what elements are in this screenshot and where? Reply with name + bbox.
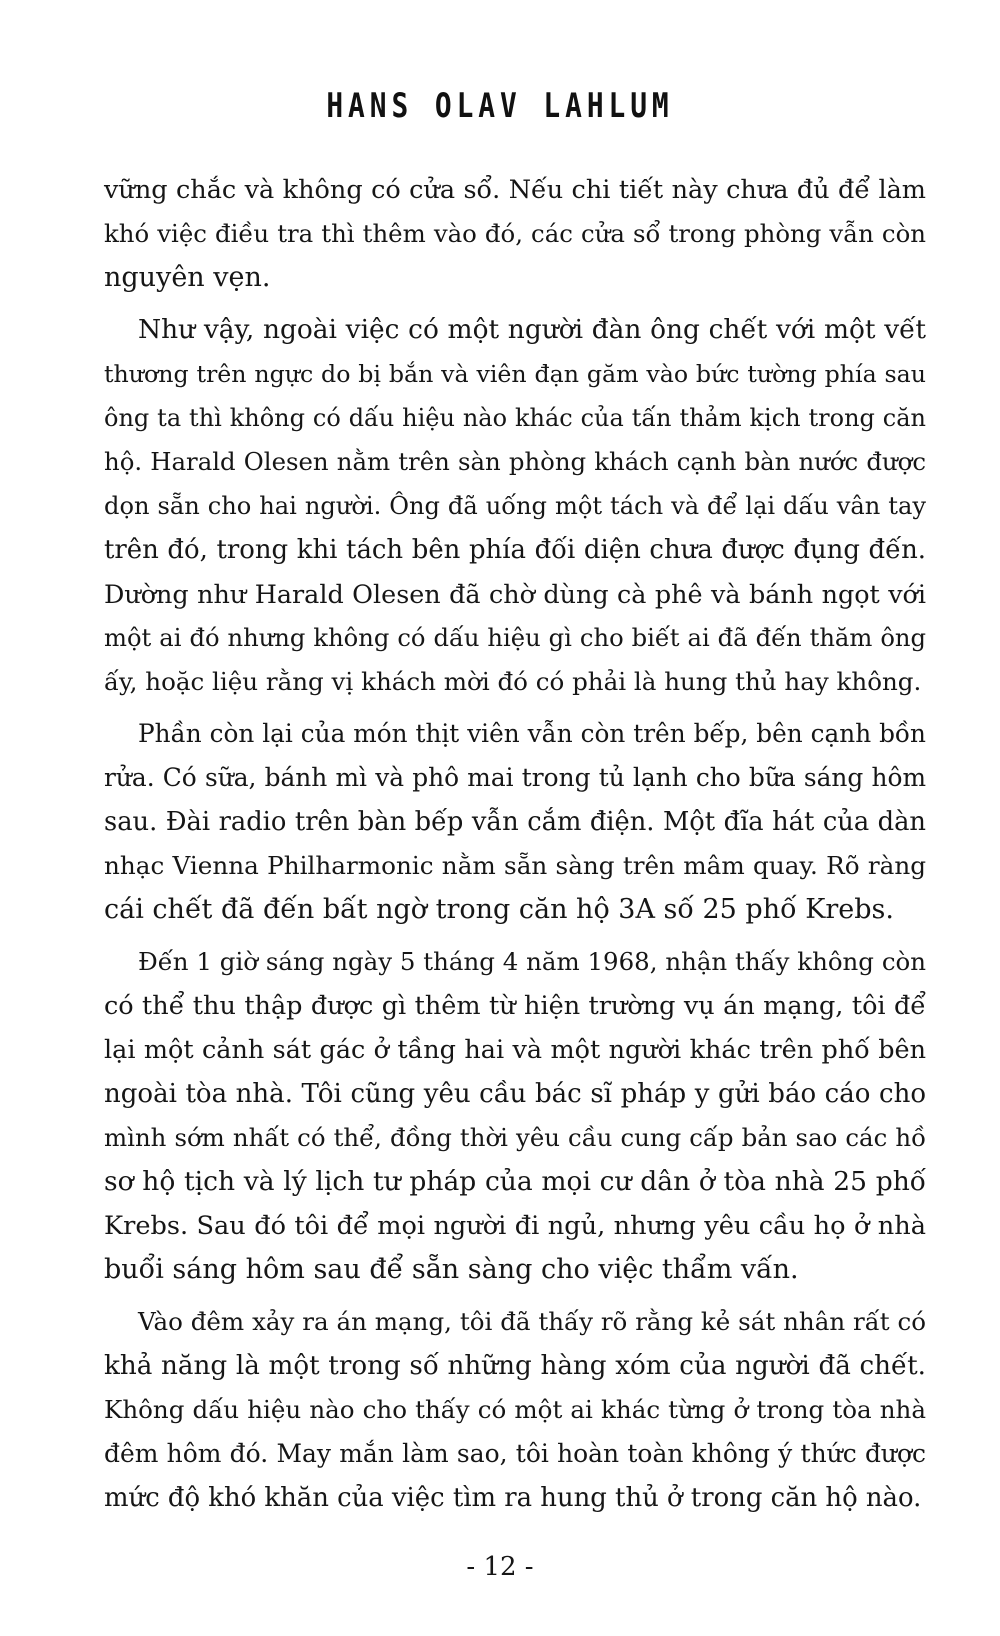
running-header-author: HANS OLAV LAHLUM bbox=[326, 86, 674, 126]
text-line: nhạc Vienna Philharmonic nằm sẵn sàng trên mâm quay. Rõ ràng bbox=[104, 851, 926, 880]
text-line: dọn sẵn cho hai người. Ông đã uống một tách và để lại dấu vân tay bbox=[104, 492, 926, 520]
paragraph-4 bbox=[104, 940, 926, 1292]
text-line: buổi sáng hôm sau để sẵn sàng cho việc thẩm vấn. bbox=[104, 1254, 799, 1285]
text-line: Dường như Harald Olesen đã chờ dùng cà phê và bánh ngọt với bbox=[104, 579, 926, 609]
text-line: ông ta thì không có dấu hiệu nào khác của tấn thảm kịch trong căn bbox=[104, 404, 926, 432]
text-line: Không dấu hiệu nào cho thấy có một ai khác từng ở trong tòa nhà bbox=[104, 1395, 926, 1424]
text-line: đêm hôm đó. May mắn làm sao, tôi hoàn toàn không ý thức được bbox=[104, 1439, 926, 1468]
paragraph-2 bbox=[104, 308, 926, 704]
text-line: khó việc điều tra thì thêm vào đó, các cửa sổ trong phòng vẫn còn bbox=[104, 219, 926, 248]
paragraph-1 bbox=[104, 168, 926, 300]
text-line: ngoài tòa nhà. Tôi cũng yêu cầu bác sĩ pháp y gửi báo cáo cho bbox=[104, 1079, 926, 1109]
text-line: sau. Đài radio trên bàn bếp vẫn cắm điện. Một đĩa hát của dàn bbox=[104, 807, 926, 837]
paragraph-3 bbox=[104, 712, 926, 932]
text-line: lại một cảnh sát gác ở tầng hai và một người khác trên phố bên bbox=[104, 1035, 926, 1065]
text-line: hộ. Harald Olesen nằm trên sàn phòng khách cạnh bàn nước được bbox=[104, 447, 926, 476]
text-line: vững chắc và không có cửa sổ. Nếu chi tiết này chưa đủ để làm bbox=[104, 175, 926, 205]
text-line: rửa. Có sữa, bánh mì và phô mai trong tủ lạnh cho bữa sáng hôm bbox=[104, 763, 926, 792]
paragraph-5 bbox=[104, 1300, 926, 1520]
page-number: - 12 - bbox=[466, 1552, 534, 1582]
text-line: Vào đêm xảy ra án mạng, tôi đã thấy rõ rằng kẻ sát nhân rất có bbox=[138, 1307, 926, 1336]
text-line: cái chết đã đến bất ngờ trong căn hộ 3A số 25 phố Krebs. bbox=[104, 894, 894, 925]
text-line: Đến 1 giờ sáng ngày 5 tháng 4 năm 1968, nhận thấy không còn bbox=[138, 947, 926, 976]
text-line: trên đó, trong khi tách bên phía đối diện chưa được đụng đến. bbox=[104, 535, 926, 565]
text-line: có thể thu thập được gì thêm từ hiện trường vụ án mạng, tôi để bbox=[104, 991, 926, 1021]
text-line: một ai đó nhưng không có dấu hiệu gì cho biết ai đã đến thăm ông bbox=[104, 624, 926, 652]
text-line: thương trên ngực do bị bắn và viên đạn găm vào bức tường phía sau bbox=[104, 360, 926, 388]
text-line: mức độ khó khăn của việc tìm ra hung thủ ở trong căn hộ nào. bbox=[104, 1483, 922, 1513]
text-line: ấy, hoặc liệu rằng vị khách mời đó có phải là hung thủ hay không. bbox=[104, 667, 922, 696]
text-line: sơ hộ tịch và lý lịch tư pháp của mọi cư dân ở tòa nhà 25 phố bbox=[104, 1166, 926, 1197]
body-text bbox=[104, 168, 926, 1528]
text-line: khả năng là một trong số những hàng xóm của người đã chết. bbox=[104, 1351, 926, 1381]
text-line: mình sớm nhất có thể, đồng thời yêu cầu cung cấp bản sao các hồ bbox=[104, 1123, 926, 1152]
text-line: Phần còn lại của món thịt viên vẫn còn trên bếp, bên cạnh bồn bbox=[138, 719, 926, 748]
text-line: Krebs. Sau đó tôi để mọi người đi ngủ, nhưng yêu cầu họ ở nhà bbox=[104, 1211, 926, 1241]
text-line: Như vậy, ngoài việc có một người đàn ông chết với một vết bbox=[138, 314, 926, 345]
text-line: nguyên vẹn. bbox=[104, 262, 271, 293]
